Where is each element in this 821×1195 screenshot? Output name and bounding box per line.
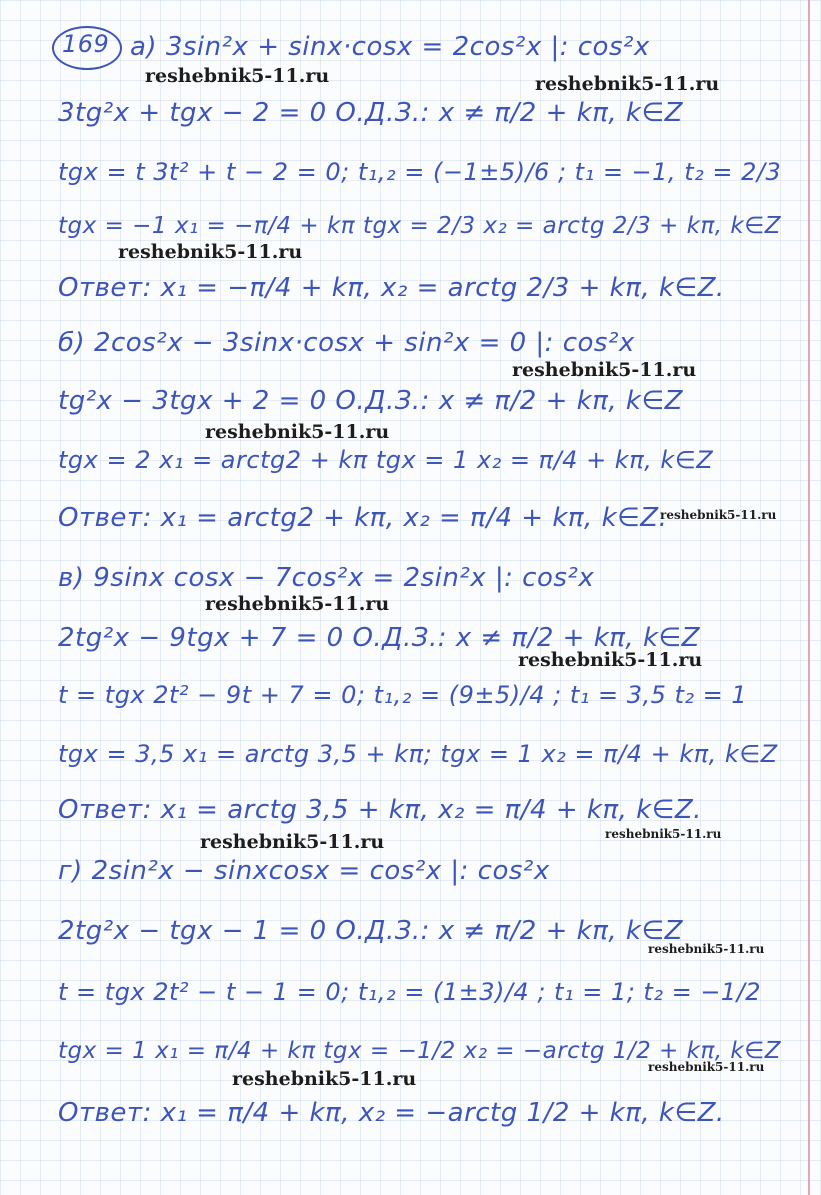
line-v-substitution: t = tgx 2t² − 9t + 7 = 0; t₁,₂ = (9±5)/4 ; t₁ = 3,5 t₂ = 1	[58, 681, 748, 709]
watermark: reshebnik5-11.ru	[648, 1060, 765, 1074]
line-g-roots: tgx = 1 x₁ = π/4 + kπ tgx = −1/2 x₂ = −arctg 1/2 + kπ, k∈Z	[58, 1038, 782, 1064]
line-v-roots: tgx = 3,5 x₁ = arctg 3,5 + kπ; tgx = 1 x₂ = π/4 + kπ, k∈Z	[58, 740, 778, 768]
margin-line	[808, 0, 810, 1195]
line-b-answer: Ответ: x₁ = arctg2 + kπ, x₂ = π/4 + kπ, k∈Z.	[58, 503, 668, 533]
watermark: reshebnik5-11.ru	[200, 831, 385, 853]
line-g-answer: Ответ: x₁ = π/4 + kπ, x₂ = −arctg 1/2 + kπ, k∈Z.	[58, 1098, 725, 1128]
watermark: reshebnik5-11.ru	[205, 593, 390, 615]
line-a-roots: tgx = −1 x₁ = −π/4 + kπ tgx = 2/3 x₂ = arctg 2/3 + kπ, k∈Z	[58, 213, 782, 239]
line-v-tg-equation: 2tg²x − 9tgx + 7 = 0 О.Д.З.: x ≠ π/2 + kπ, k∈Z	[58, 623, 700, 653]
line-a-answer: Ответ: x₁ = −π/4 + kπ, x₂ = arctg 2/3 + kπ, k∈Z.	[58, 273, 725, 303]
line-v-answer: Ответ: x₁ = arctg 3,5 + kπ, x₂ = π/4 + kπ, k∈Z.	[58, 795, 702, 825]
watermark: reshebnik5-11.ru	[518, 649, 703, 671]
line-b-tg-equation: tg²x − 3tgx + 2 = 0 О.Д.З.: x ≠ π/2 + kπ, k∈Z	[58, 386, 683, 416]
line-a-equation: а) 3sin²x + sinx·cosx = 2cos²x |: cos²x	[130, 32, 650, 62]
watermark: reshebnik5-11.ru	[535, 73, 720, 95]
line-a-tg-equation: 3tg²x + tgx − 2 = 0 О.Д.З.: x ≠ π/2 + kπ, k∈Z	[58, 98, 683, 128]
watermark: reshebnik5-11.ru	[605, 827, 722, 841]
line-g-tg-equation: 2tg²x − tgx − 1 = 0 О.Д.З.: x ≠ π/2 + kπ, k∈Z	[58, 916, 683, 946]
line-v-equation: в) 9sinx cosx − 7cos²x = 2sin²x |: cos²x	[58, 563, 595, 593]
line-b-roots: tgx = 2 x₁ = arctg2 + kπ tgx = 1 x₂ = π/4 + kπ, k∈Z	[58, 446, 714, 474]
line-g-equation: г) 2sin²x − sinxcosx = cos²x |: cos²x	[58, 856, 550, 886]
watermark: reshebnik5-11.ru	[648, 942, 765, 956]
line-a-substitution: tgx = t 3t² + t − 2 = 0; t₁,₂ = (−1±5)/6 ; t₁ = −1, t₂ = 2/3	[58, 158, 782, 186]
watermark: reshebnik5-11.ru	[512, 359, 697, 381]
watermark: reshebnik5-11.ru	[660, 508, 777, 522]
watermark: reshebnik5-11.ru	[205, 421, 390, 443]
watermark: reshebnik5-11.ru	[118, 241, 303, 263]
line-g-substitution: t = tgx 2t² − t − 1 = 0; t₁,₂ = (1±3)/4 ; t₁ = 1; t₂ = −1/2	[58, 978, 762, 1006]
problem-number: 169	[62, 30, 110, 58]
line-b-equation: б) 2cos²x − 3sinx·cosx + sin²x = 0 |: cos²x	[58, 328, 635, 358]
watermark: reshebnik5-11.ru	[232, 1068, 417, 1090]
watermark: reshebnik5-11.ru	[145, 65, 330, 87]
